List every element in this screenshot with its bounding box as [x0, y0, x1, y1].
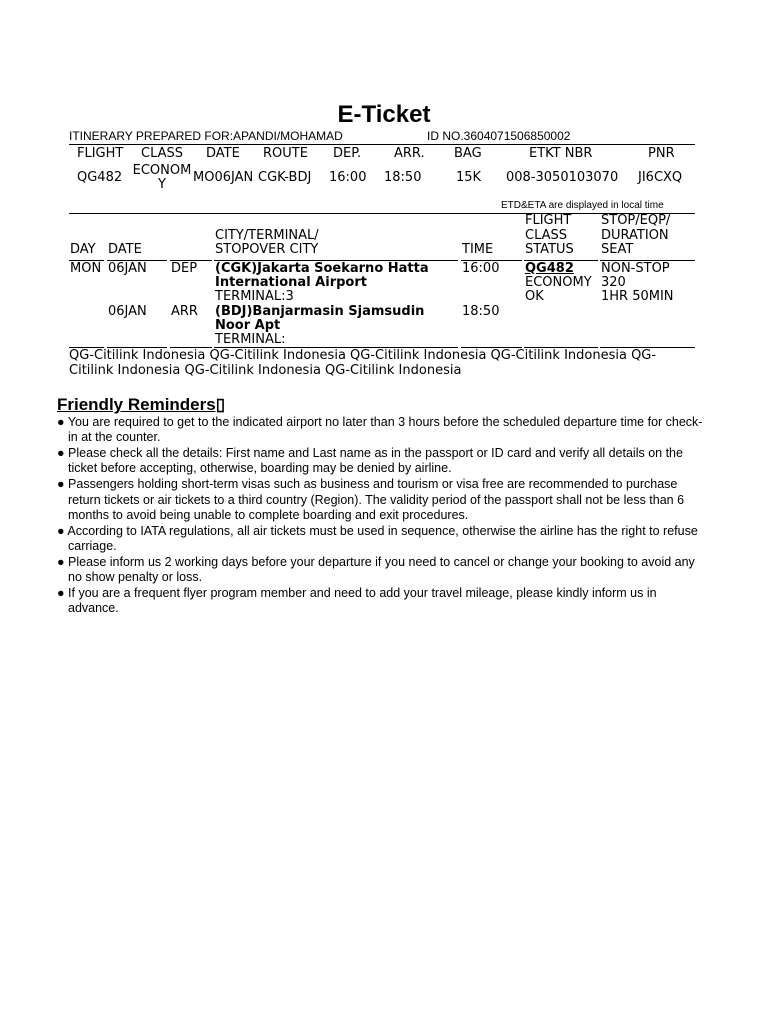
summary-date: MO06JAN: [193, 170, 254, 185]
departure-airport-line1: (CGK)Jakarta Soekarno Hatta: [215, 261, 429, 276]
segment-header-status: STATUS: [525, 242, 574, 257]
arrival-airport-line1: (BDJ)Banjarmasin Sjamsudin: [215, 304, 425, 319]
id-number: ID NO.3604071506850002: [427, 129, 571, 143]
local-time-note: ETD&ETA are displayed in local time: [501, 200, 664, 211]
bullet-icon: ●: [57, 446, 65, 461]
summary-flight: QG482: [77, 170, 123, 185]
operator-line: QG-Citilink Indonesia QG-Citilink Indonesia QG-Citilink Indonesia QG-Citilink Indonesia QG-Citilink Indonesia QG-Citilink Indonesia QG-Citilink Indonesia: [69, 348, 657, 378]
summary-route: CGK-BDJ: [258, 170, 312, 185]
summary-header-flight: FLIGHT: [77, 146, 124, 161]
summary-pnr: JI6CXQ: [638, 170, 683, 185]
summary-top-divider: [69, 144, 695, 145]
summary-header-bag: BAG: [454, 146, 482, 161]
arrival-terminal: TERMINAL:: [215, 332, 286, 347]
arrival-airport-line2: Noor Apt: [215, 318, 281, 333]
reminder-item: [57, 524, 707, 554]
summary-header-etkt: ETKT NBR: [529, 146, 593, 161]
departure-duration: 1HR 50MIN: [601, 289, 674, 304]
segment-header-flight: FLIGHT: [525, 213, 572, 228]
segment-header-day: DAY: [70, 242, 96, 257]
departure-equipment: 320: [601, 275, 626, 290]
bullet-icon: ●: [57, 415, 65, 429]
summary-dep: 16:00: [329, 170, 367, 185]
bullet-icon: ●: [57, 555, 65, 570]
segment-header-stop: STOP/EQP/: [601, 213, 671, 228]
summary-class-line2: Y: [158, 177, 166, 192]
segment-header-time: TIME: [462, 242, 494, 257]
summary-etkt: 008-3050103070: [506, 170, 619, 185]
departure-flight-link[interactable]: QG482: [525, 261, 574, 276]
departure-class: ECONOMY: [525, 275, 592, 290]
arrival-type: ARR: [171, 304, 198, 319]
segment-header-duration: DURATION: [601, 228, 669, 243]
segment-header-seat: SEAT: [601, 242, 634, 257]
segment-header-city-line2: STOPOVER CITY: [215, 242, 319, 257]
reminder-text: Please check all the details: First name and Last name as in the passport or ID card and verify all details on the ticket before accepting, otherwise, boarding may be denied by airline.: [68, 446, 683, 476]
reminder-item: [57, 446, 707, 476]
departure-type: DEP: [171, 261, 198, 276]
reminder-text: You are required to get to the indicated airport no later than 3 hours before the scheduled departure time for check-in at the counter.: [67, 415, 703, 445]
bullet-icon: ●: [57, 523, 65, 538]
summary-bag: 15K: [456, 170, 482, 185]
itinerary-prepared-for: ITINERARY PREPARED FOR:APANDI/MOHAMAD: [69, 129, 343, 143]
reminder-item: [57, 415, 707, 445]
reminder-text: If you are a frequent flyer program member and need to add your travel mileage, please kindly inform us in advance.: [68, 586, 657, 616]
summary-arr: 18:50: [384, 170, 422, 185]
departure-airport-line2: International Airport: [215, 275, 367, 290]
arrival-date: 06JAN: [108, 304, 147, 319]
segment-header-city-line1: CITY/TERMINAL/: [215, 228, 319, 243]
summary-header-dep: DEP.: [333, 146, 362, 161]
reminder-text: According to IATA regulations, all air tickets must be used in sequence, otherwise the airline has the right to refuse carriage.: [67, 523, 698, 554]
reminder-item: [57, 555, 707, 585]
segment-header-class: CLASS: [525, 228, 568, 243]
reminder-item: [57, 477, 707, 523]
departure-time: 16:00: [462, 261, 500, 276]
page-title: E-Ticket: [337, 101, 431, 128]
summary-header-arr: ARR.: [394, 146, 425, 161]
summary-header-route: ROUTE: [263, 146, 308, 161]
departure-terminal: TERMINAL:3: [215, 289, 294, 304]
departure-day: MON: [70, 261, 102, 276]
arrival-time: 18:50: [462, 304, 500, 319]
departure-stop: NON-STOP: [601, 261, 670, 276]
reminder-text: Please inform us 2 working days before your departure if you need to cancel or change your booking to avoid any no show penalty or loss.: [68, 555, 695, 585]
bullet-icon: ●: [57, 477, 65, 492]
bullet-icon: ●: [57, 586, 65, 601]
reminder-item: [57, 586, 707, 616]
reminder-text: Passengers holding short-term visas such as business and tourism or visa free are recommended to purchase return tickets or air tickets to a third country (Region). The validity period of the passport shall not be less than 6 months to avoid being unable to complete boarding and exit procedures.: [68, 477, 685, 522]
departure-status: OK: [525, 289, 544, 304]
summary-header-class: CLASS: [141, 146, 184, 161]
reminders-title: Friendly Reminders▯: [57, 395, 226, 414]
summary-header-pnr: PNR: [648, 146, 675, 161]
summary-header-date: DATE: [206, 146, 240, 161]
segment-header-date: DATE: [108, 242, 142, 257]
summary-class-line1: ECONOM: [132, 163, 192, 178]
departure-date: 06JAN: [108, 261, 147, 276]
reminders-list: [57, 415, 707, 617]
